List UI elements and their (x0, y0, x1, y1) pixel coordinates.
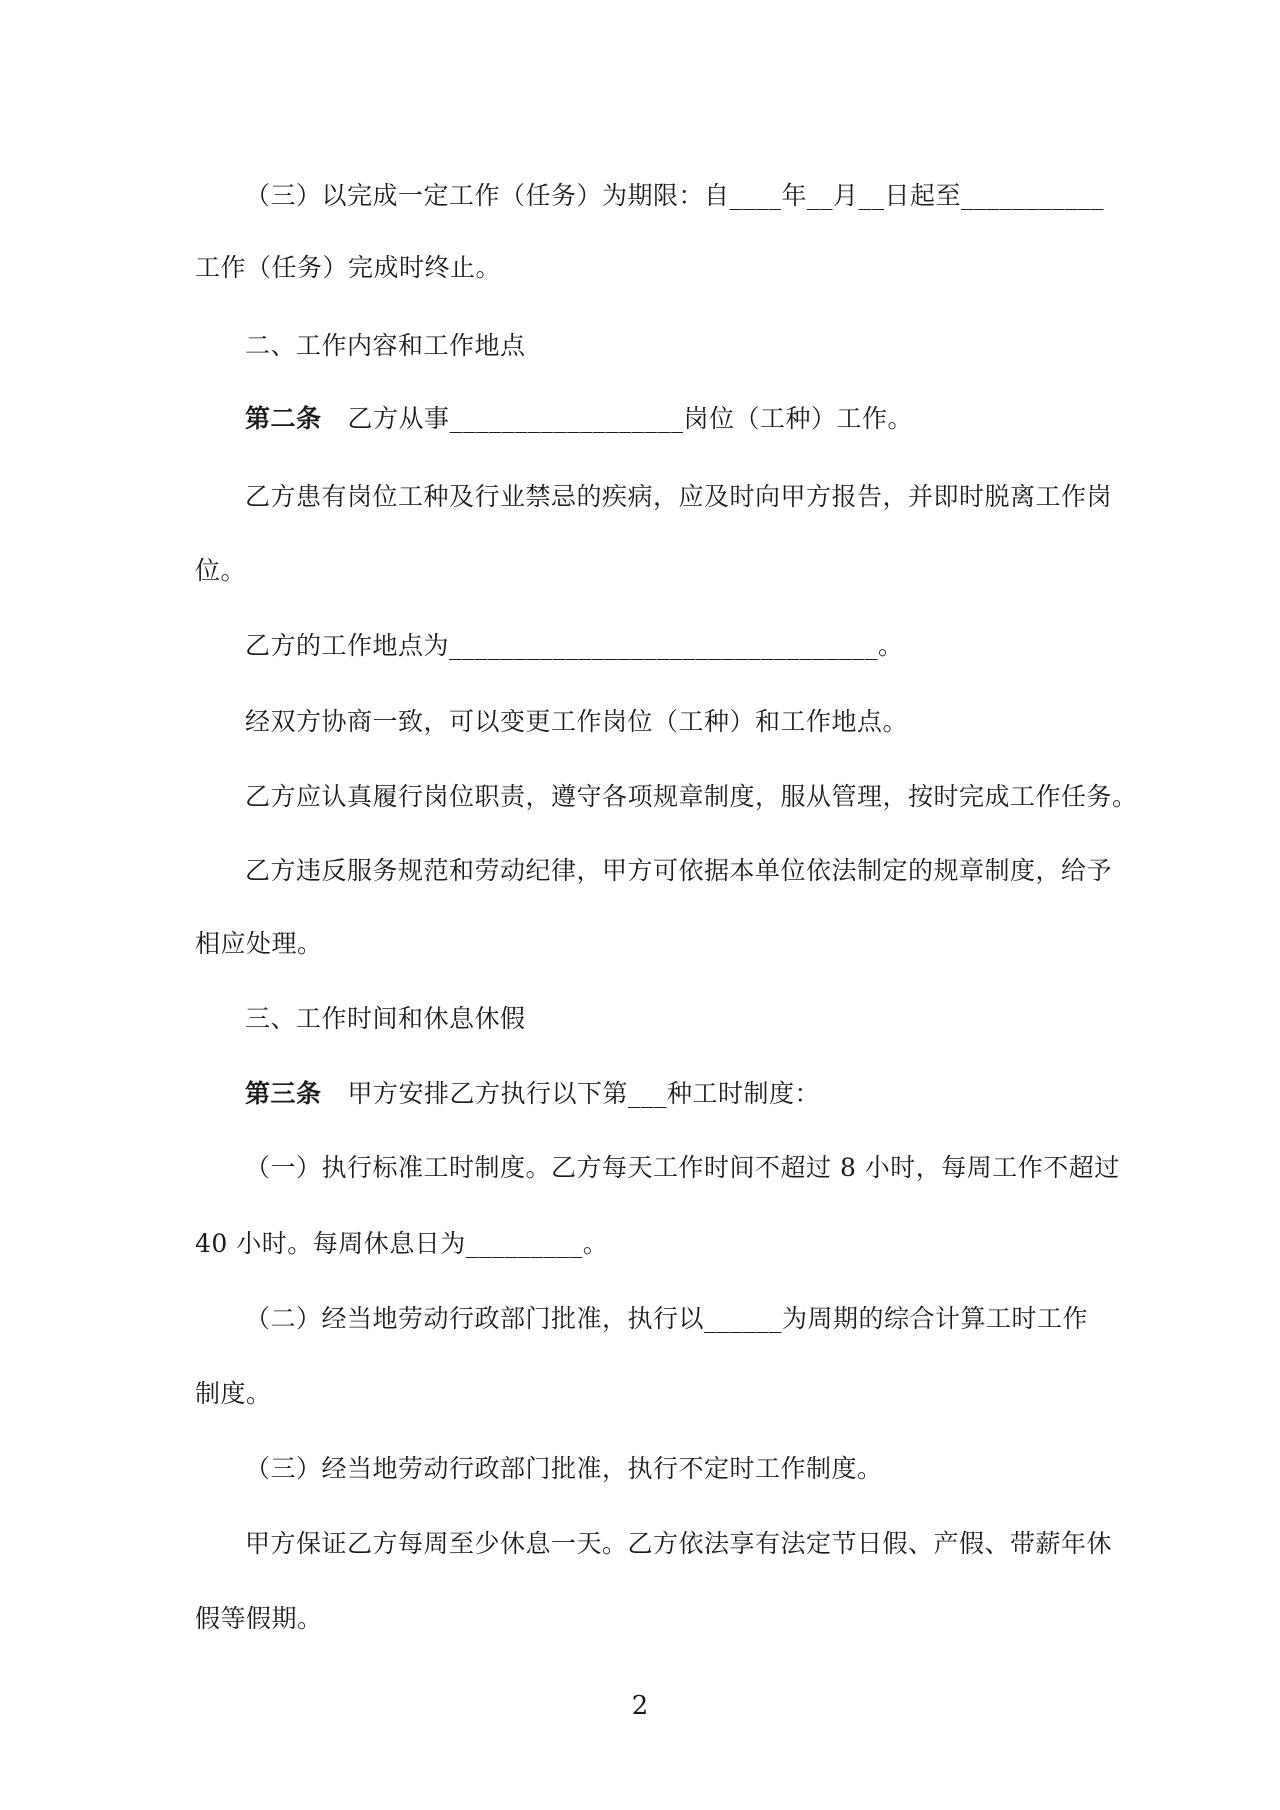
section-heading-work-content: 二、工作内容和工作地点 (245, 331, 526, 360)
page-number: 2 (631, 1691, 649, 1721)
paragraph-rest-days-line2: 假等假期。 (195, 1604, 323, 1633)
paragraph-standard-hours-line1: （一）执行标准工时制度。乙方每天工作时间不超过 8 小时，每周工作不超过 (245, 1153, 1120, 1182)
article-2-label: 第二条 (245, 404, 322, 433)
paragraph-comprehensive-hours-line1: （二）经当地劳动行政部门批准，执行以______为周期的综合计算工时工作 (245, 1304, 1089, 1333)
paragraph-violation-line1: 乙方违反服务规范和劳动纪律，甲方可依据本单位依法制定的规章制度，给予 (245, 856, 1113, 885)
paragraph-flexible-hours: （三）经当地劳动行政部门批准，执行不定时工作制度。 (245, 1454, 883, 1483)
section-heading-work-hours: 三、工作时间和休息休假 (245, 1004, 526, 1033)
paragraph-term-task-line2: 工作（任务）完成时终止。 (195, 253, 502, 282)
paragraph-illness-line2: 位。 (195, 556, 247, 585)
article-2-text: 乙方从事__________________岗位（工种）工作。 (347, 404, 914, 433)
paragraph-standard-hours-line2: 40 小时。每周休息日为_________。 (195, 1229, 609, 1258)
paragraph-comprehensive-hours-line2: 制度。 (195, 1379, 272, 1408)
article-2 (245, 403, 1080, 435)
paragraph-violation-line2: 相应处理。 (195, 929, 323, 958)
paragraph-duties: 乙方应认真履行岗位职责，遵守各项规章制度，服从管理，按时完成工作任务。 (245, 782, 1138, 811)
article-3-text: 甲方安排乙方执行以下第___种工时制度： (347, 1079, 821, 1108)
paragraph-illness-line1: 乙方患有岗位工种及行业禁忌的疾病，应及时向甲方报告，并即时脱离工作岗 (245, 482, 1113, 511)
paragraph-change-position: 经双方协商一致，可以变更工作岗位（工种）和工作地点。 (245, 707, 909, 736)
article-3-label: 第三条 (245, 1079, 322, 1108)
paragraph-rest-days-line1: 甲方保证乙方每周至少休息一天。乙方依法享有法定节日假、产假、带薪年休 (245, 1529, 1113, 1558)
article-3 (245, 1078, 1080, 1110)
paragraph-term-task-line1: （三）以完成一定工作（任务）为期限：自____年__月__日起至___________ (245, 181, 1105, 210)
paragraph-work-location: 乙方的工作地点为_________________________________。 (245, 631, 904, 660)
